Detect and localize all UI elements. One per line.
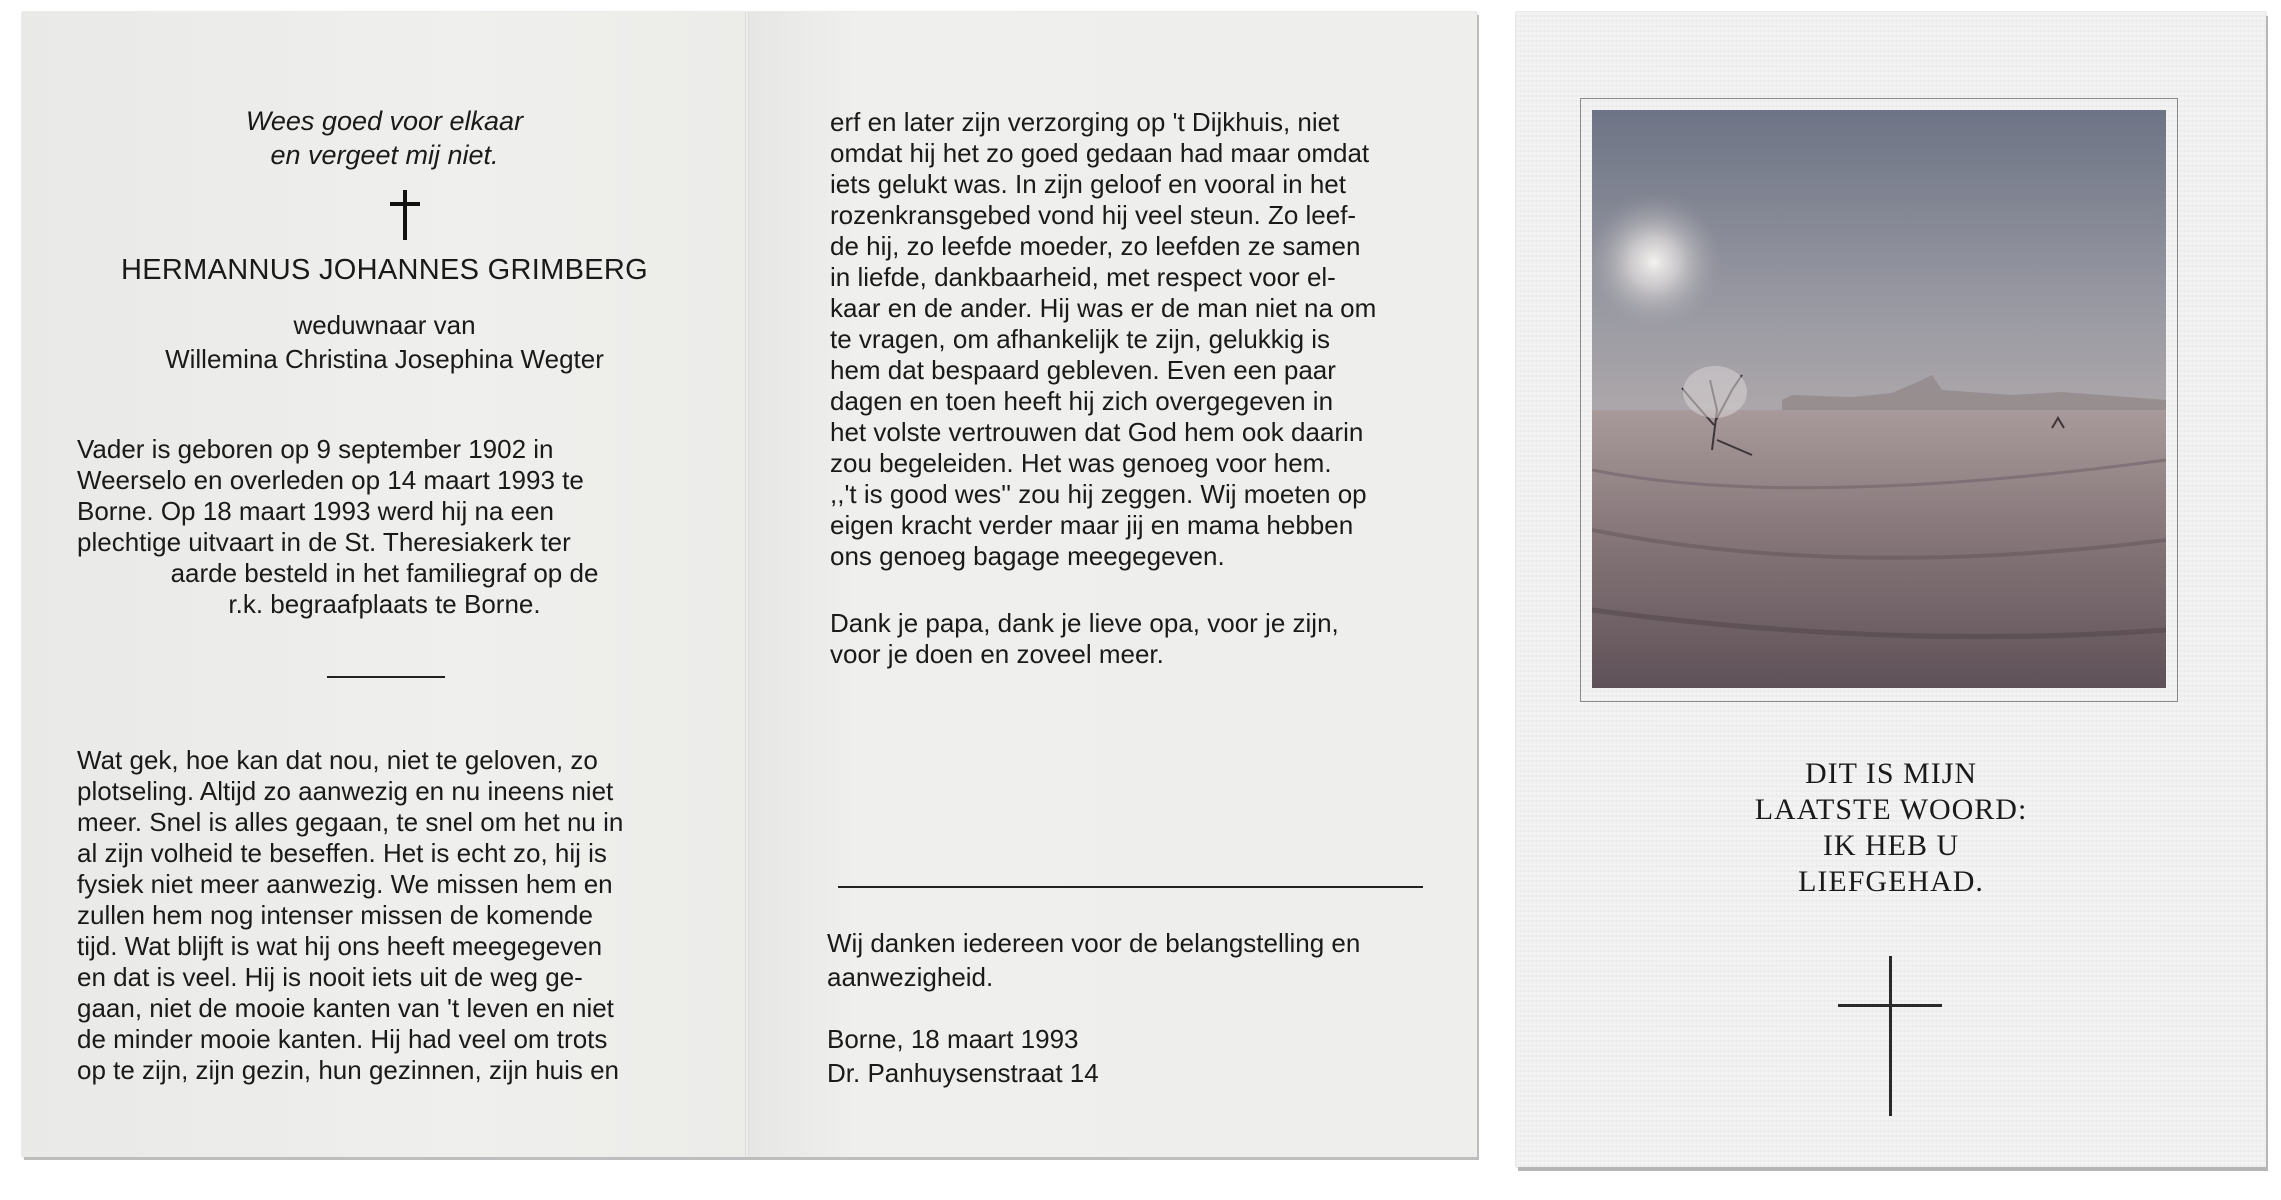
large-cross-icon xyxy=(1838,956,1942,1116)
story-line: rozenkransgebed vond hij veel steun. Zo leef- xyxy=(830,200,1357,230)
story-line: ons genoeg bagage meegegeven. xyxy=(830,541,1225,571)
quote-line: DIT IS MIJN xyxy=(1804,757,1978,790)
landscape-photo xyxy=(1592,110,2166,688)
address: Dr. Panhuysenstraat 14 xyxy=(827,1058,1099,1088)
bio-line: Borne. Op 18 maart 1993 werd hij na een xyxy=(77,496,554,526)
motto-line: Wees goed voor elkaar xyxy=(245,106,524,136)
bio-line: Vader is geboren op 9 september 1902 in xyxy=(77,434,554,464)
spouse-line: Willemina Christina Josephina Wegter xyxy=(165,344,604,374)
motto-line: en vergeet mij niet. xyxy=(270,140,499,170)
story-line: ,,'t is good wes'' zou hij zeggen. Wij moeten op xyxy=(830,479,1367,509)
story-line: in liefde, dankbaarheid, met respect voor el- xyxy=(830,262,1336,292)
quote-line: IK HEB U xyxy=(1822,829,1960,862)
motto xyxy=(22,104,747,172)
story-line: en dat is veel. Hij is nooit iets uit de weg ge- xyxy=(77,962,583,992)
place-date: Borne, 18 maart 1993 xyxy=(827,1024,1079,1054)
story-line: kaar en de ander. Hij was er de man niet na om xyxy=(830,293,1377,323)
card-fold xyxy=(745,12,749,1157)
quote-line: LIEFGEHAD. xyxy=(1798,865,1984,898)
bio-line: plechtige uitvaart in de St. Theresiakerk ter xyxy=(77,527,571,557)
small-cross-icon xyxy=(390,190,420,240)
biography xyxy=(77,434,692,620)
story-line: te vragen, om afhankelijk te zijn, gelukkig is xyxy=(830,324,1331,354)
story-line: eigen kracht verder maar jij en mama hebben xyxy=(830,510,1354,540)
story-line: fysiek niet meer aanwezig. We missen hem en xyxy=(77,869,613,899)
spouse-line: weduwnaar van xyxy=(293,310,476,340)
place-and-address xyxy=(827,1022,1099,1090)
bio-line: r.k. begraafplaats te Borne. xyxy=(228,589,541,619)
story-line: omdat hij het zo goed gedaan had maar omdat xyxy=(830,138,1370,168)
quote-line: LAATSTE WOORD: xyxy=(1754,793,2028,826)
story-line: iets gelukt was. In zijn geloof en vooral in het xyxy=(830,169,1346,199)
story-line: dagen en toen heeft hij zich overgegeven in xyxy=(830,386,1334,416)
story-line: tijd. Wat blijft is wat hij ons heeft meegegeven xyxy=(77,931,603,961)
story-line: zullen hem nog intenser missen de komende xyxy=(77,900,593,930)
remembrance-text-continued xyxy=(830,107,1445,572)
story-line: zou begeleiden. Het was genoeg voor hem. xyxy=(830,448,1332,478)
memorial-card-front xyxy=(1516,12,2266,1167)
story-line: de hij, zo leefde moeder, zo leefden ze samen xyxy=(830,231,1361,261)
bio-line: aarde besteld in het familiegraf op de xyxy=(170,558,599,588)
story-line: meer. Snel is alles gegaan, te snel om het nu in xyxy=(77,807,624,837)
deceased-name: HERMANNUS JOHANNES GRIMBERG xyxy=(121,254,648,286)
family-thanks xyxy=(830,608,1445,670)
spouse-info xyxy=(22,308,747,376)
divider xyxy=(838,886,1423,888)
story-line: al zijn volheid te beseffen. Het is echt zo, hij is xyxy=(77,838,607,868)
bio-line: Weerselo en overleden op 14 maart 1993 te xyxy=(77,465,584,495)
story-line: op te zijn, zijn gezin, hun gezinnen, zijn huis en xyxy=(77,1055,620,1085)
acknowledgement-line: aanwezigheid. xyxy=(827,962,994,992)
thanks-line: voor je doen en zoveel meer. xyxy=(830,639,1164,669)
story-line: de minder mooie kanten. Hij had veel om trots xyxy=(77,1024,608,1054)
story-line: het volste vertrouwen dat God hem ook daarin xyxy=(830,417,1364,447)
acknowledgement-line: Wij danken iedereen voor de belangstelling en xyxy=(827,928,1361,958)
memorial-card-inside xyxy=(22,12,1477,1157)
front-quote xyxy=(1516,756,2266,900)
story-line: gaan, niet de mooie kanten van 't leven en niet xyxy=(77,993,614,1023)
story-line: Wat gek, hoe kan dat nou, niet te geloven, zo xyxy=(77,745,598,775)
acknowledgement xyxy=(827,926,1447,994)
thanks-line: Dank je papa, dank je lieve opa, voor je zijn, xyxy=(830,608,1339,638)
divider xyxy=(327,676,445,678)
story-line: erf en later zijn verzorging op 't Dijkhuis, niet xyxy=(830,107,1340,137)
remembrance-text xyxy=(77,745,692,1086)
story-line: hem dat bespaard gebleven. Even een paar xyxy=(830,355,1336,385)
story-line: plotseling. Altijd zo aanwezig en nu ineens niet xyxy=(77,776,614,806)
